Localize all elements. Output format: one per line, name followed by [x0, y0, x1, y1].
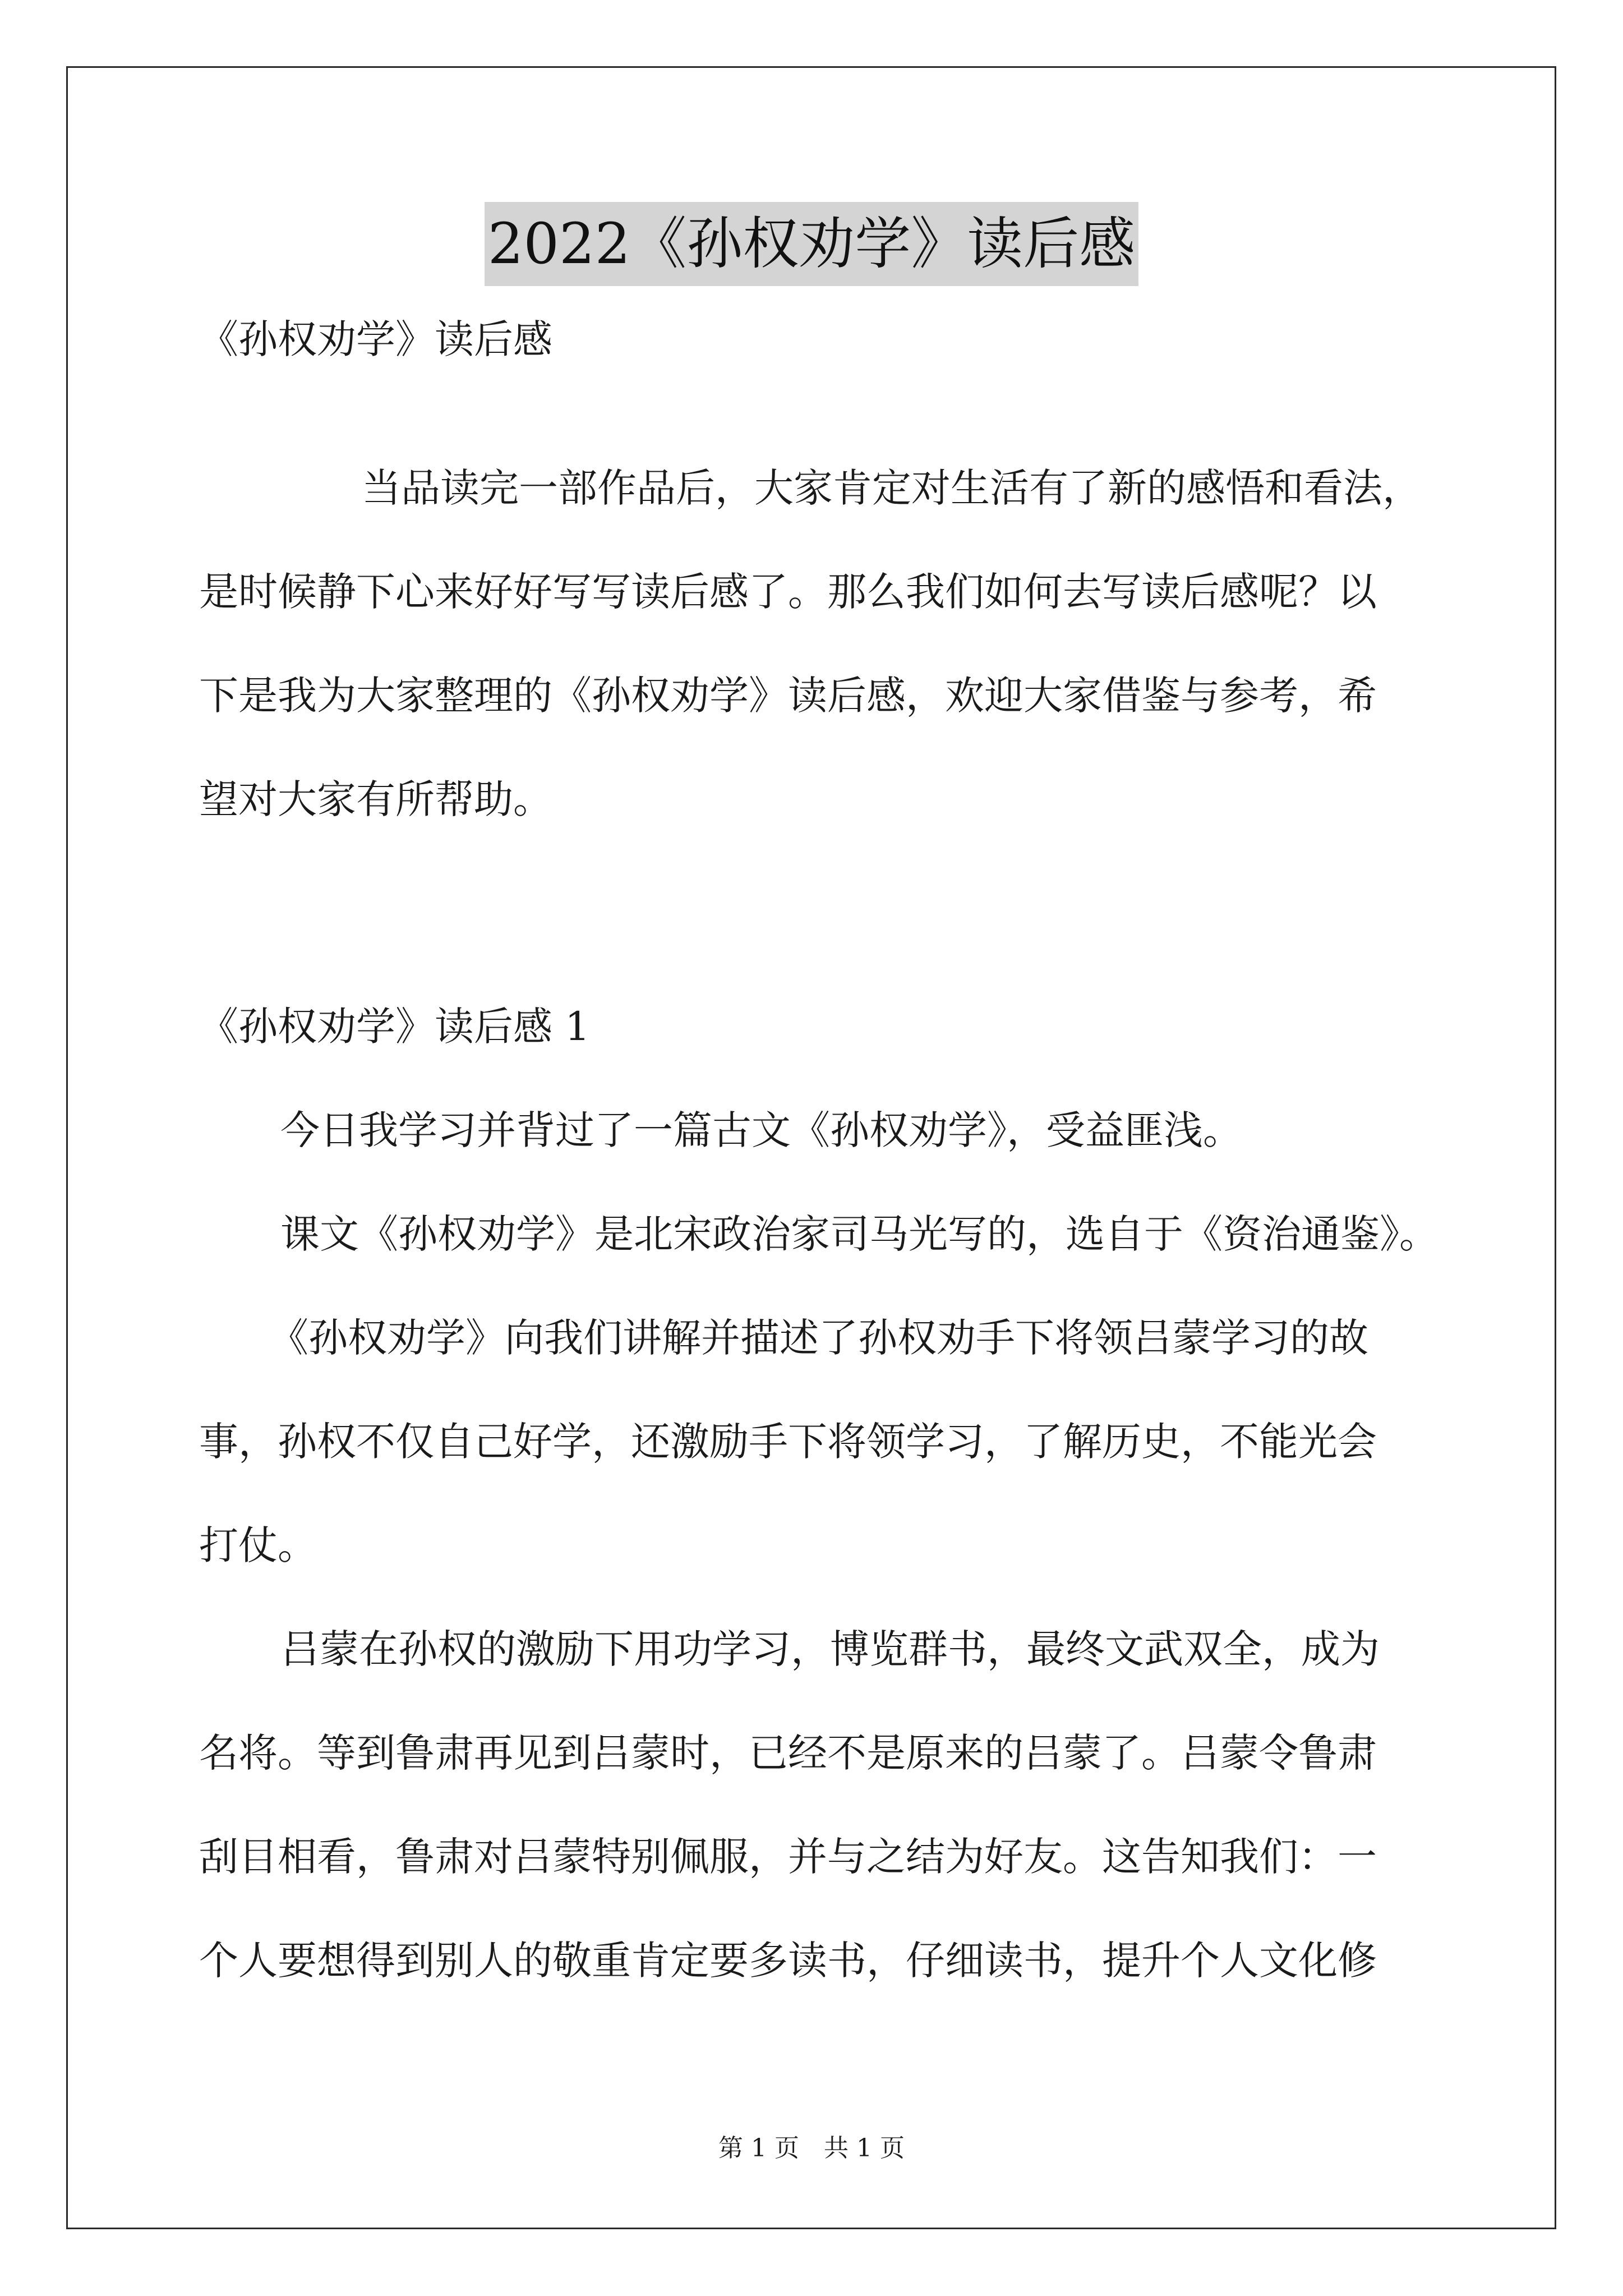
paragraph-line: 《孙权劝学》向我们讲解并描述了孙权劝手下将领吕蒙学习的故	[269, 1315, 1368, 1361]
section-heading: 《孙权劝学》读后感 1	[199, 1004, 590, 1050]
document-title: 2022《孙权劝学》读后感	[485, 202, 1139, 286]
paragraph-line: 课文《孙权劝学》是北宋政治家司马光写的，选自于《资治通鉴》。	[280, 1211, 1438, 1257]
title-container	[0, 202, 1623, 286]
paragraph-line: 吕蒙在孙权的激励下用功学习，博览群书，最终文武双全，成为	[280, 1626, 1380, 1672]
paragraph-line: 名将。等到鲁肃再见到吕蒙时，已经不是原来的吕蒙了。吕蒙令鲁肃	[199, 1730, 1377, 1776]
paragraph-line: 望对大家有所帮助。	[199, 776, 552, 822]
paragraph-line: 今日我学习并背过了一篇古文《孙权劝学》，受益匪浅。	[280, 1107, 1242, 1153]
paragraph-line: 下是我为大家整理的《孙权劝学》读后感，欢迎大家借鉴与参考，希	[199, 673, 1377, 719]
paragraph-line: 是时候静下心来好好写写读后感了。那么我们如何去写读后感呢？以	[199, 569, 1377, 615]
paragraph-line: 事，孙权不仅自己好学，还激励手下将领学习，了解历史，不能光会	[199, 1419, 1377, 1465]
paragraph-line: 个人要想得到别人的敬重肯定要多读书，仔细读书，提升个人文化修	[199, 1938, 1377, 1984]
section-heading: 《孙权劝学》读后感	[199, 316, 552, 362]
page-footer: 第 1 页 共 1 页	[718, 2134, 905, 2162]
paragraph-line: 当品读完一部作品后，大家肯定对生活有了新的感悟和看法，	[362, 465, 1422, 511]
paragraph-line: 刮目相看，鲁肃对吕蒙特别佩服，并与之结为好友。这告知我们：一	[199, 1834, 1377, 1880]
paragraph-line: 打仗。	[199, 1522, 317, 1568]
